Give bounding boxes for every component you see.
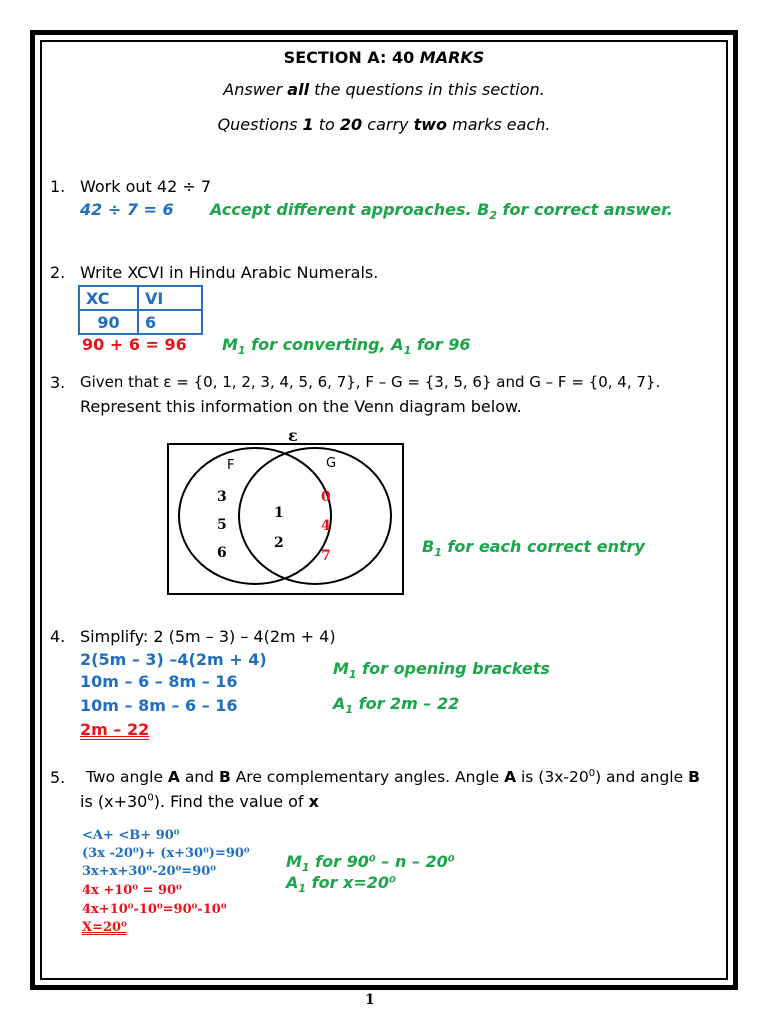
q5-marking-2: $A_1$ for x=20⁰: [286, 873, 397, 896]
q5-work-4: 4x +10⁰ = 90⁰: [82, 883, 182, 898]
venn-value: 2: [274, 535, 284, 551]
venn-value: 7: [321, 548, 331, 564]
q3-marking: $B_1$ for each correct entry: [422, 537, 645, 560]
q2-question: Write XCVI in Hindu Arabic Numerals.: [80, 263, 379, 282]
q5-marking-1: $M_1$ for 90⁰ – n – 20⁰: [286, 852, 455, 875]
q5-work-5: 4x+10⁰-10⁰=90⁰-10⁰: [82, 902, 227, 917]
q5-question-line-2: is $(x+30^0)$. Find the value of x: [80, 792, 319, 811]
table-row: [79, 286, 202, 310]
table-cell: XC: [79, 286, 138, 310]
q2-answer: 90 + 6 = 96: [82, 335, 187, 354]
table-row: [79, 310, 202, 334]
q5-final-answer: X=20⁰: [82, 920, 127, 935]
q1-question: Work out 42 ÷ 7: [80, 177, 212, 196]
venn-value: 3: [217, 489, 227, 505]
venn-value: 1: [274, 505, 284, 521]
q4-number: 4.: [50, 627, 66, 646]
q5-work-3: 3x+x+30⁰-20⁰=90⁰: [82, 864, 216, 879]
q4-step-3: 10m – 8m – 6 – 16: [80, 696, 238, 715]
q2-marking: $M_1$ for converting, $A_1$ for 96: [222, 335, 471, 358]
q1-marking: Accept different approaches. $B_2$ for correct answer.: [210, 200, 673, 223]
set-f-label: F: [227, 458, 235, 473]
q3-number: 3.: [50, 373, 66, 392]
q4-final-answer: 2m – 22: [80, 720, 150, 739]
q3-question-line-1: Given that ε = {0, 1, 2, 3, 4, 5, 6, 7}, F – G = {3, 5, 6} and G – F = {0, 4, 7}.: [80, 373, 661, 391]
q5-work-2: (3x -20⁰)+ (x+30⁰)=90⁰: [82, 846, 250, 861]
roman-numeral-table: [78, 285, 203, 335]
instruction-line-2: Questions 1 to 20 carry two marks each.: [217, 115, 551, 134]
q4-marking-1: $M_1$ for opening brackets: [333, 659, 550, 682]
q4-marking-2: $A_1$ for 2m – 22: [333, 694, 460, 717]
venn-value: 4: [321, 518, 331, 534]
table-cell: VI: [138, 286, 202, 310]
q4-step-2: 10m – 6 – 8m – 16: [80, 672, 238, 691]
venn-value: 0: [321, 489, 331, 505]
q5-number: 5.: [50, 768, 66, 787]
set-g-circle: [239, 448, 391, 584]
set-f-circle: [179, 448, 331, 584]
page-number: 1: [365, 992, 375, 1008]
venn-value: 5: [217, 517, 227, 533]
q5-work-1: <A+ <B+ 90⁰: [82, 828, 180, 843]
q4-step-1: 2(5m – 3) –4(2m + 4): [80, 650, 267, 669]
venn-diagram: [160, 424, 410, 600]
q2-number: 2.: [50, 263, 66, 282]
q5-question-line-1: Two angle A and B Are complementary angles. Angle A is $(3x-20^0)$ and angle B: [86, 768, 700, 787]
q3-question-line-2: Represent this information on the Venn diagram below.: [80, 397, 522, 416]
q1-answer: 42 ÷ 7 = 6: [80, 200, 174, 219]
section-title: SECTION A: 40 MARKS: [283, 48, 485, 67]
instruction-line-1: Answer all the questions in this section.: [223, 80, 545, 99]
venn-value: 6: [217, 545, 227, 561]
q4-question: Simplify: 2 (5m – 3) – 4(2m + 4): [80, 627, 336, 646]
table-cell: 6: [138, 310, 202, 334]
universal-set-label: ε: [288, 426, 298, 445]
table-cell: 90: [79, 310, 138, 334]
q1-number: 1.: [50, 177, 66, 196]
set-g-label: G: [326, 456, 337, 471]
